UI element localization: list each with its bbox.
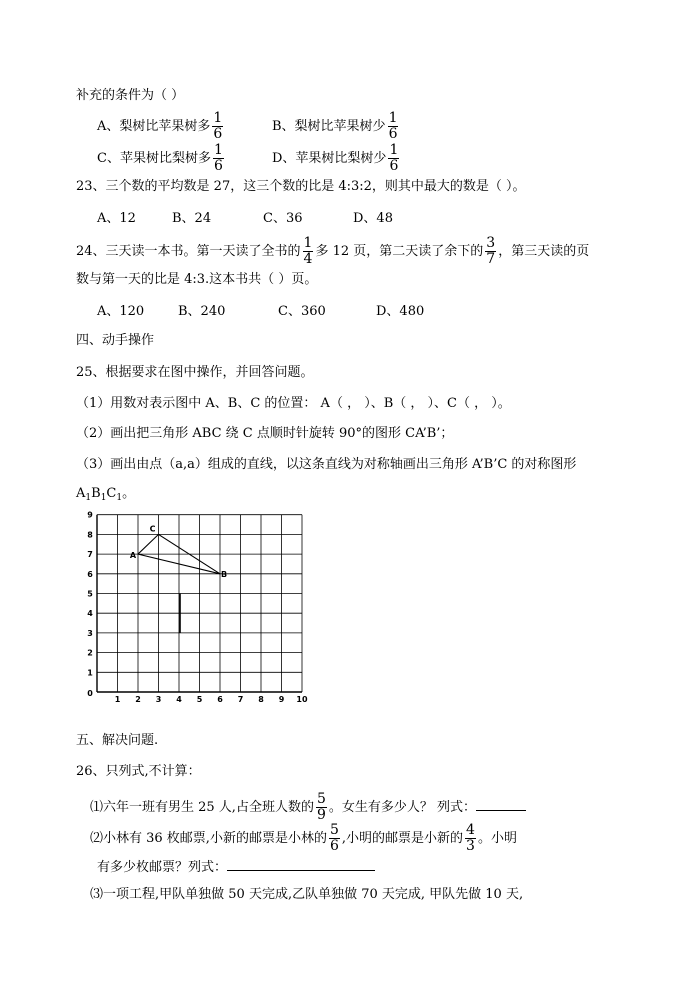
q23-option-a: A、12 bbox=[97, 211, 136, 226]
y-tick-label: 8 bbox=[87, 530, 93, 540]
answer-blank[interactable] bbox=[476, 797, 526, 811]
fraction-three-sevenths: $\frac{3}{7}$ bbox=[486, 235, 496, 267]
q25-part3-cont: $A_1B_1C_1$。 bbox=[76, 486, 136, 503]
q24-option-b: B、240 bbox=[178, 304, 226, 319]
y-tick-label: 3 bbox=[87, 628, 93, 638]
x-tick-label: 6 bbox=[217, 695, 223, 704]
y-tick-label: 2 bbox=[87, 648, 93, 658]
point-label-c: C bbox=[149, 524, 156, 534]
q24-option-d: D、480 bbox=[376, 304, 425, 319]
y-tick-label: 4 bbox=[87, 609, 93, 619]
q26-stem: 26、只列式,不计算： bbox=[76, 764, 201, 779]
q22-option-c bbox=[97, 143, 226, 174]
section4-heading: 四、动手操作 bbox=[76, 333, 155, 348]
q22-option-d bbox=[272, 143, 401, 174]
y-tick-label: 1 bbox=[87, 668, 93, 678]
fraction-four-thirds: $\frac{4}{3}$ bbox=[466, 822, 475, 854]
q23-option-d: D、48 bbox=[353, 211, 393, 226]
option-text: A、梨树比苹果树多 bbox=[97, 119, 211, 134]
q24-text-c: ，第三天读的页 bbox=[498, 244, 590, 259]
q24-line1 bbox=[76, 236, 589, 267]
x-tick-label: 1 bbox=[114, 695, 121, 704]
answer-blank[interactable] bbox=[227, 857, 375, 871]
x-tick-label: 3 bbox=[155, 695, 162, 704]
x-tick-label: 9 bbox=[278, 695, 285, 704]
q25-part1: （1）用数对表示图中 A、B、C 的位置： A（ ， ）、B（ ， ）、C（ ， ）。 bbox=[76, 396, 511, 411]
fraction-five-ninths: $\frac{5}{9}$ bbox=[316, 791, 326, 823]
q22-option-b bbox=[272, 111, 400, 142]
q23-option-b: B、24 bbox=[172, 211, 212, 226]
option-text: B、梨树比苹果树少 bbox=[272, 119, 386, 134]
q26-sub1-text-b: 。女生有多少人？ 列式： bbox=[328, 800, 477, 815]
q24-text-a: 24、三天读一本书。第一天读了全书的 bbox=[76, 244, 301, 259]
y-tick-label: 7 bbox=[87, 550, 93, 560]
x-tick-label: 4 bbox=[176, 695, 182, 704]
option-text: D、苹果树比梨树少 bbox=[272, 151, 387, 166]
fraction-five-sixths: $\frac{5}{6}$ bbox=[329, 822, 339, 854]
fraction: $\frac{1}{6}$ bbox=[213, 142, 223, 174]
origin-label: 0 bbox=[87, 689, 93, 698]
q24-text-b: 多 12 页，第二天读了余下的 bbox=[315, 244, 484, 259]
q26-sub2-text-c: 。小明 bbox=[477, 831, 517, 846]
x-tick-label: 7 bbox=[237, 695, 244, 704]
q23-stem: 23、三个数的平均数是 27，这三个数的比是 4:3:2，则其中最大的数是（ ）。 bbox=[76, 179, 526, 194]
fraction: $\frac{1}{6}$ bbox=[389, 142, 399, 174]
q25-stem: 25、根据要求在图中操作，并回答问题。 bbox=[76, 365, 314, 380]
q26-sub2-text-a: ⑵小林有 36 枚邮票,小新的邮票是小林的 bbox=[90, 831, 327, 846]
q24-line2: 数与第一天的比是 4:3.这本书共（ ）页。 bbox=[76, 272, 318, 287]
y-tick-label: 5 bbox=[87, 589, 93, 599]
q26-sub2-text-d: 有多少枚邮票？列式： bbox=[97, 860, 228, 875]
q26-sub1-text-a: ⑴六年一班有男生 25 人,占全班人数的 bbox=[90, 800, 314, 815]
fraction: $\frac{1}{6}$ bbox=[388, 110, 398, 142]
section5-heading: 五、解决问题. bbox=[76, 733, 159, 748]
x-tick-label: 2 bbox=[135, 695, 141, 704]
q26-sub2 bbox=[90, 823, 517, 854]
y-tick-label: 9 bbox=[87, 510, 93, 520]
q25-part3: （3）画出由点（a,a）组成的直线，以这条直线为对称轴画出三角形 A’B’C 的对称图形 bbox=[76, 457, 577, 472]
option-text: C、苹果树比梨树多 bbox=[97, 151, 211, 166]
q26-sub1 bbox=[90, 792, 526, 823]
fraction: $\frac{1}{6}$ bbox=[213, 110, 223, 142]
coordinate-grid bbox=[80, 506, 320, 706]
point-label-b: B bbox=[220, 569, 228, 579]
q24-option-a: A、120 bbox=[97, 304, 145, 319]
fraction-one-fourth: $\frac{1}{4}$ bbox=[303, 235, 313, 267]
q25-part2: （2）画出把三角形 ABC 绕 C 点顺时针旋转 90°的图形 CA’B’； bbox=[76, 426, 454, 441]
x-tick-label: 8 bbox=[258, 695, 264, 704]
q23-option-c: C、36 bbox=[263, 211, 303, 226]
point-label-a: A bbox=[129, 551, 137, 561]
y-tick-label: 6 bbox=[87, 569, 93, 579]
q22-stem: 补充的条件为（ ） bbox=[76, 88, 185, 103]
x-tick-label: 5 bbox=[196, 695, 203, 704]
x-tick-label: 10 bbox=[296, 695, 308, 704]
q26-sub2-text-b: ,小明的邮票是小新的 bbox=[341, 831, 464, 846]
q22-option-a bbox=[97, 111, 225, 142]
q26-sub2-line2 bbox=[97, 857, 375, 876]
q24-option-c: C、360 bbox=[278, 304, 326, 319]
q26-sub3: ⑶一项工程,甲队单独做 50 天完成,乙队单独做 70 天完成, 甲队先做 10 天, bbox=[90, 887, 524, 902]
